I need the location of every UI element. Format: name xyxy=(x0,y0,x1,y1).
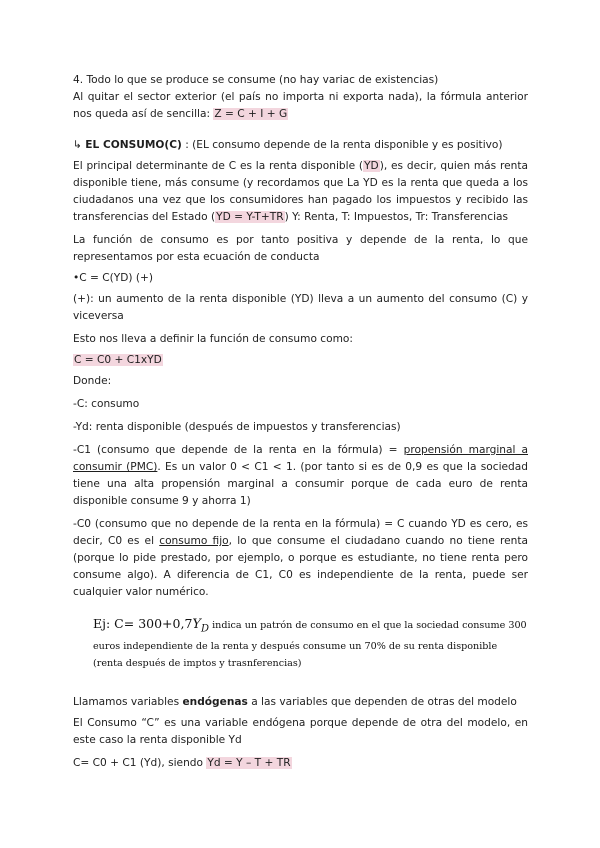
formula-final xyxy=(73,755,528,772)
paragraph-consumo-endogena: El Consumo “C” es una variable endógena porque depende de otra del modelo, en este caso la renta disponible Yd xyxy=(73,716,528,746)
def-yd: -Yd: renta disponible (después de impuestos y transferencias) xyxy=(73,421,401,433)
text: ) Y: Renta, T: Impuestos, Tr: Transferencias xyxy=(284,211,509,223)
example-text: indica un patrón de consumo en el que la sociedad consume 300 euros independiente de la renta y después consume un 70% de su renta disponible (renta después de imptos y trasnferencias) xyxy=(93,620,527,669)
point-4: 4. Todo lo que se produce se consume (no hay variac de existencias) xyxy=(73,74,439,86)
text: Al quitar el sector exterior (el país no importa ni exporta nada), la fórmula anterior nos queda así de sencilla: xyxy=(73,91,528,120)
text: C= C0 + C1 (Yd), siendo xyxy=(73,756,207,769)
text: , lo que consume el ciudadano cuando no tiene renta (porque lo pide prestado, por ejemplo, o porque es estudiante, no tiene renta pero consume algo). A diferencia de C1, C0 es independiente de la renta, puede ser cualquier valor numérico. xyxy=(73,535,528,598)
formula-yd-final-highlight: Yd = Y – T + TR xyxy=(207,756,291,769)
def-c1 xyxy=(73,442,528,510)
text: a las variables que dependen de otras del modelo xyxy=(247,695,517,708)
def-c: -C: consumo xyxy=(73,398,140,410)
yd-highlight: YD xyxy=(364,160,379,172)
formula-z-highlight: Z = C + I + G xyxy=(214,108,288,120)
text: -C0 (consumo que no depende de la renta en la fórmula) = C cuando YD es cero, es decir, C0 es el xyxy=(73,518,528,547)
arrow-icon: ↳ xyxy=(73,139,82,151)
paragraph-renta-disponible xyxy=(73,158,528,226)
formula-consumo-highlight: C = C0 + C1xYD xyxy=(74,354,162,366)
heading-subtitle: : (EL consumo depende de la renta disponible y es positivo) xyxy=(185,139,503,151)
example-formula: Ej: C= 300+0,7 xyxy=(93,616,193,631)
paragraph-funcion-consumo: La función de consumo es por tanto positiva y depende de la renta, lo que representamos por esta ecuación de conducta xyxy=(73,234,528,263)
heading-title: EL CONSUMO(C) xyxy=(85,139,182,151)
text: . Es un valor 0 < C1 < 1. (por tanto si es de 0,9 es que la sociedad tiene una alta propensión marginal a consumir porque de cada euro de renta disponible consume 9 y ahorra 1) xyxy=(73,461,528,507)
paragraph-endogenas xyxy=(73,694,528,711)
text: Llamamos variables xyxy=(73,695,183,708)
text: ), es decir, quien más renta disponible tiene, más consume (y recordamos que La YD es la renta que queda a los ciudadanos una vez que los consumidores han pagado los impuestos y recibido las transferencias del Estado ( xyxy=(73,160,528,223)
paragraph-signo-positivo: (+): un aumento de la renta disponible (YD) lleva a un aumento del consumo (C) y viceversa xyxy=(73,293,528,322)
paragraph-definir: Esto nos lleva a definir la función de consumo como: xyxy=(73,333,353,345)
paragraph-formula-z xyxy=(73,89,528,123)
example-block xyxy=(73,615,528,672)
consumo-fijo-underline: consumo fijo xyxy=(159,535,229,547)
def-c0 xyxy=(73,516,528,601)
d-subscript: D xyxy=(201,623,210,635)
text: -C1 (consumo que depende de la renta en la fórmula) = xyxy=(73,444,404,456)
text: El principal determinante de C es la renta disponible ( xyxy=(73,160,364,172)
formula-yd-highlight: YD = Y-T+TR xyxy=(216,211,284,223)
example-yd xyxy=(192,617,210,635)
section-heading-consumo xyxy=(73,137,528,154)
endogenas-bold: endógenas xyxy=(182,695,248,708)
equation-conducta: •C = C(YD) (+) xyxy=(73,272,154,284)
formula-consumo xyxy=(73,352,528,369)
label-donde: Donde: xyxy=(73,375,112,387)
y-symbol: Y xyxy=(192,617,202,632)
pmc-underline: propensión marginal a consumir (PMC) xyxy=(73,444,528,473)
document-page xyxy=(73,72,528,772)
